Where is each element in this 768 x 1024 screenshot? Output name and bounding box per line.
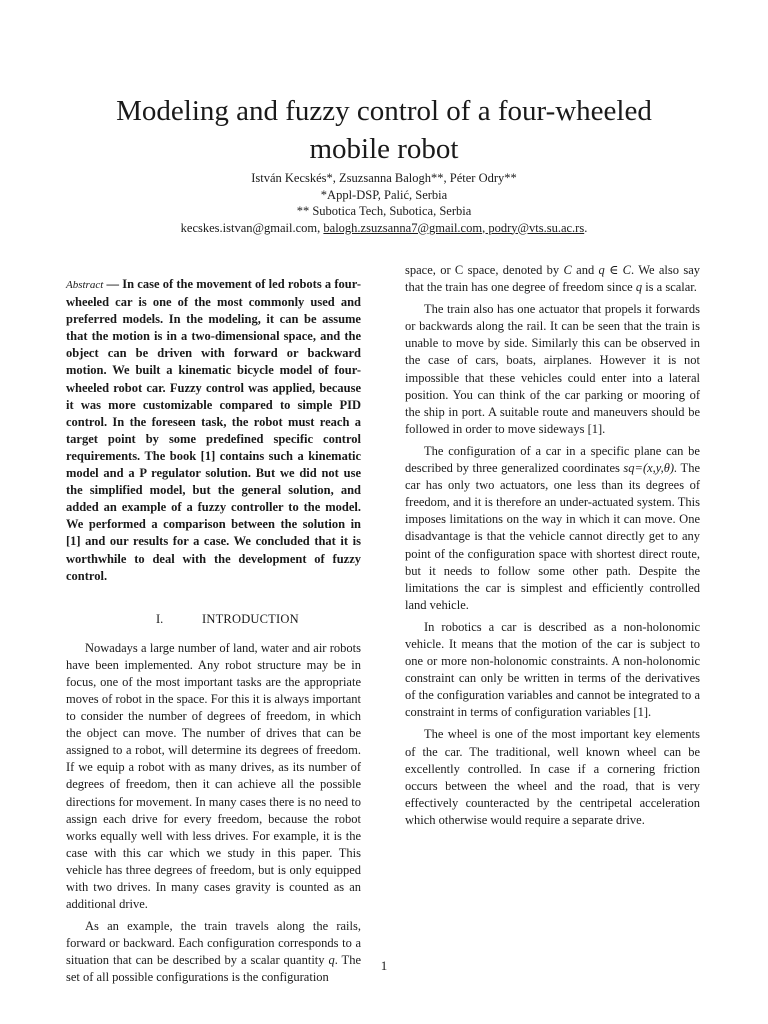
page-number: 1: [380, 958, 388, 973]
title-line-2: mobile robot: [309, 133, 459, 165]
paper-title: [60, 92, 708, 168]
intro-paragraph-2-text-a: As an example, the train travels along the rails, forward or backward. Each configuration corresponds to a situation that can be described by a scalar quantity: [66, 919, 361, 968]
emails: [60, 220, 708, 237]
abstract: [66, 276, 361, 585]
authors: István Kecskés*, Zsuzsanna Balogh**, Péter Odry**: [251, 171, 517, 185]
right-paragraph-2: The train also has one actuator that propels it forwards or backwards along the rail. It can be seen that the train is unable to move by side. Similarly this can be observed in the case of cars, boats, airplanes. However it is not impossible that these vehicles could enter into a lateral position. You can think of the car parking or mooring of the ship in port. A suitable route and maneuvers should be followed in order to move sideways [1].: [405, 302, 700, 436]
section-heading-introduction: [66, 611, 361, 628]
right-p1-text-b: and: [571, 263, 599, 277]
right-column: [405, 262, 700, 834]
intro-paragraph-1: Nowadays a large number of land, water and air robots have been implemented. Any robot structure may be in focus, one of the most important tasks are the appropriate moves of robot in the space. For this it is always important to consider the number of degrees of freedom, in which the object can move. The number of drives that can be assigned to a robot, will determine its degrees of freedom. If we equip a robot with as many drives, as its number of degrees of freedom, then it can achieve all the possible directions for movement. In many cases there is no need to assign each drive for every freedom, because the robot works equally well with less drives. For example, it is the case with this car which we study in this paper. This vehicle has three degrees of freedom, but is only equipped with two drives. In many cases gravity is counted as an additional drive.: [66, 640, 361, 912]
right-p1-text-a: space, or C space, denoted by: [405, 263, 564, 277]
left-column: [66, 262, 361, 992]
intro-paragraph-2-text-b: . The set of all possible configurations is the configuration: [66, 953, 361, 985]
section-number: I.: [156, 611, 164, 626]
email-links[interactable]: balogh.zsuzsanna7@gmail.com, podry@vts.su.ac.rs: [323, 220, 585, 235]
abstract-text: In case of the movement of led robots a four-wheeled car is one of the most commonly used and preferred models. In the modeling, it can be assume that the motion is in a two-dimensional space, and the object can be driven with forward or backward motion. We built a kinematic bicycle model of four-wheeled robot car. Fuzzy control was applied, because it was more customizable compared to simple PID control. In the foreseen task, the robot must reach a target point by some predefined specific control requirements. The book [1] contains such a kinematic model and a P regulator solution. But we did not use the simplified model, but the general solution, and added an example of a fuzzy controller to the model. We performed a comparison between the solution in [1] and our results for a case. We concluded that it is worthwhile to deal with the development of fuzzy control.: [66, 277, 362, 583]
title-line-1: Modeling and fuzzy control of a four-wheeled: [116, 95, 652, 127]
right-p1-text-d: . We also say that the train has one degree of freedom since: [405, 263, 700, 295]
email-end: .: [584, 220, 588, 235]
right-p3-text-b: The car has only two actuators, one less than its degrees of freedom, and it is therefore an under-actuated system. This imposes limitations on the way in which it can move. One disadvantage is that the vehicle cannot directly get to any point of the configuration space with shortest direct route, but it needs to follow some other path. Despite the limitations the car is simplest and efficiently controlled land vehicle.: [405, 461, 700, 612]
section-title: INTRODUCTION: [202, 611, 299, 626]
email-first: kecskes.istvan@gmail.com,: [180, 220, 324, 235]
intro-paragraph-2-var-q: q: [328, 953, 335, 968]
right-paragraph-1: [405, 262, 700, 296]
affiliation-1: *Appl-DSP, Palić, Serbia: [320, 187, 448, 202]
intro-paragraph-2: [66, 918, 361, 986]
right-p3-formula: sq=(x,y,θ).: [623, 461, 678, 476]
right-paragraph-3: [405, 443, 700, 614]
right-paragraph-4: In robotics a car is described as a non-holonomic vehicle. It means that the motion of the car is subject to one or more non-holonomic constraints. A non-holonomic constraint can only be written in terms of the derivatives of the configuration variables and cannot be integrated to a constraint in terms of configuration variables [1].: [405, 619, 700, 720]
author-block: [60, 170, 708, 236]
right-p1-var-q: q: [635, 280, 643, 295]
right-p3-text-a: The configuration of a car in a specific plane can be described by three generalized coordinates: [405, 443, 700, 476]
right-paragraph-5: The wheel is one of the most important key elements of the car. The traditional, well known wheel can be excellently controlled. In case if a cornering friction occurs between the wheel and the road, that is very effectively counteracted by the centripetal acceleration which otherwise would require a separate drive.: [405, 727, 700, 827]
affiliation-2: ** Subotica Tech, Subotica, Serbia: [296, 204, 472, 218]
right-p1-var-q-in-c: q ∈ C: [598, 263, 631, 277]
abstract-label: Abstract: [66, 279, 104, 291]
abstract-dash: —: [103, 277, 123, 291]
right-p1-var-c: C: [563, 263, 572, 277]
right-p1-text-e: is a scalar.: [642, 280, 697, 295]
